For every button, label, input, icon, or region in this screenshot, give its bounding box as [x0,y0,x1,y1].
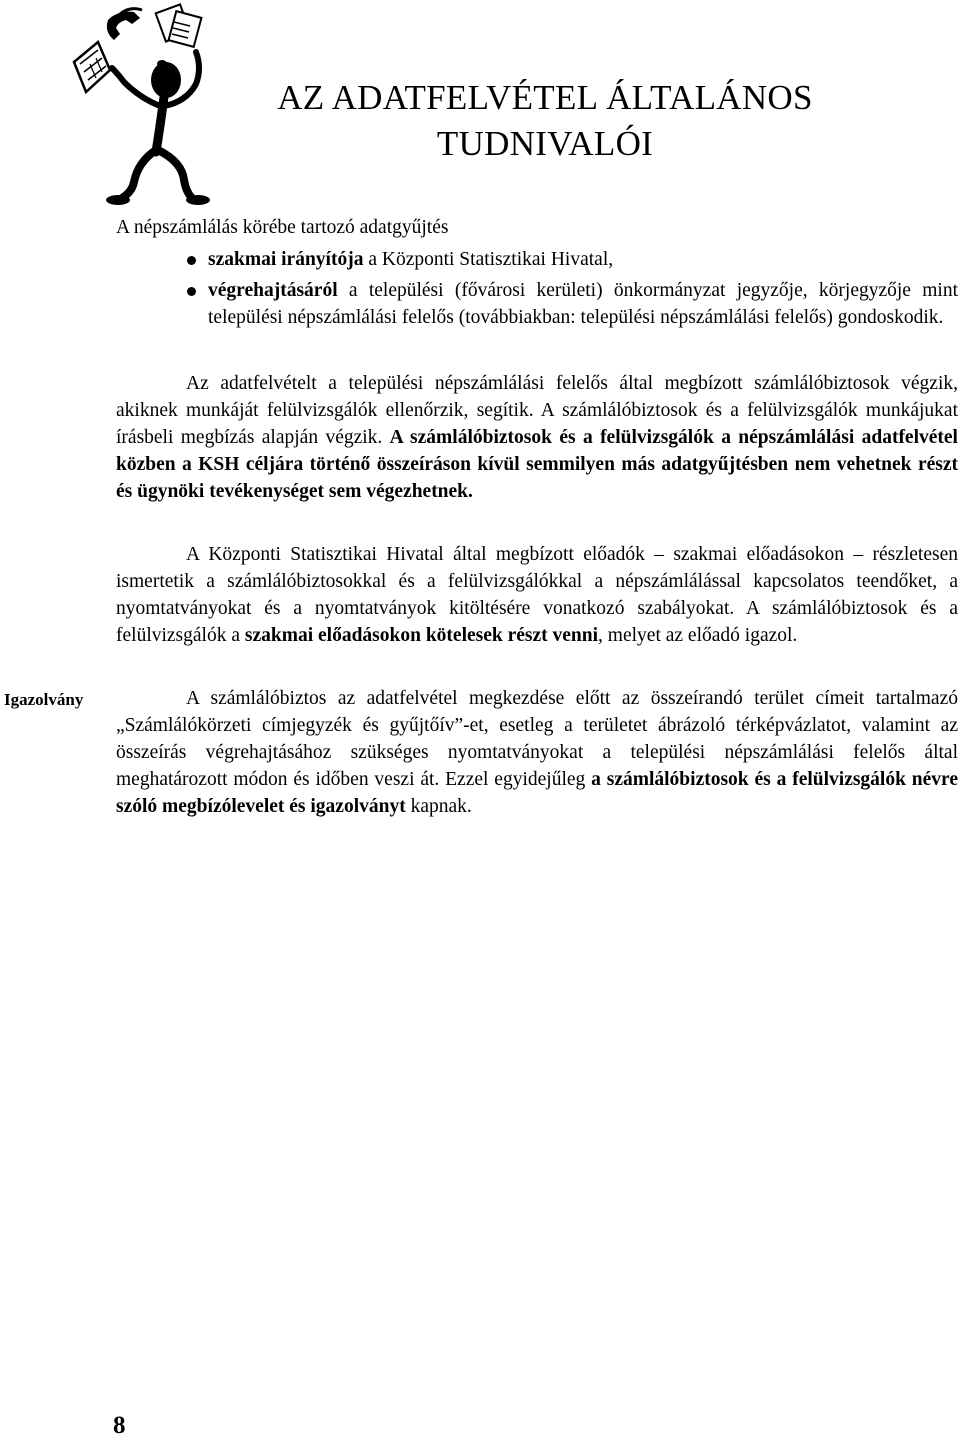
paragraph-text: A Központi Statisztikai Hivatal által megbízott előadók – szakmai előadásokon – részletesen ismertetik a számlálóbiztosokkal és a felülvizsgálókkal a népszámlálással kapcsolatos teendőket, a nyomtatványokat és a nyomtatványok kitöltésére vonatkozó szabályokat. A számlálóbiztosok és a felülvizsgálók a [116,544,958,646]
page-title-line2: TUDNIVALÓI [436,124,654,163]
juggling-figure-icon [60,2,250,207]
responsibility-list [116,246,958,335]
list-item-bold: szakmai irányítója [208,249,364,270]
list-item [116,246,958,273]
page-title-line1: AZ ADATFELVÉTEL ÁLTALÁNOS [277,78,813,117]
paragraph-bold-text: A számlálóbiztosok és a felülvizsgálók a népszámlálási adatfelvétel közben a KSH céljára történő összeíráson kívül semmilyen más adatgyűjtésben nem vehetnek részt és ügynöki tevékenységet sem végezhetnek. [116,427,958,502]
paragraph-enumerators [116,370,958,505]
paragraph-bold-text: szakmai előadásokon kötelesek részt venni [244,625,599,646]
paragraph-text: Az adatfelvételt a települési népszámlálási felelős által megbízott számlálóbiztosok végzik, akiknek munkáját felülvizsgálók ellenőrzik, segítik. A számlálóbiztosok és a felülvizsgálók munkájukat írásbeli megbízás alapján végzik. [116,373,958,448]
paragraph-bold-text: a számlálóbiztosok és a felülvizsgálók névre szóló megbízólevelet és igazolványt [116,769,959,817]
page-number: 8 [113,1412,126,1439]
notebook-icon [74,42,110,92]
paragraph-text: A számlálóbiztos az adatfelvétel megkezdése előtt az összeírandó terület címeit tartalmazó „Számlálókörzeti címjegyzék és gyűjtőív”-et, esetleg a területet ábrázoló térképvázlatot, valamint az összeírás végrehajtásához szükséges nyomtatványokat a települési népszámlálási felelős által meghatározott módon és időben veszi át. Ezzel egyidejűleg [116,688,958,790]
list-item-text: a Központi Statisztikai Hivatal, [363,249,614,270]
papers-icon [156,4,202,46]
list-item [116,277,958,331]
list-item-bold: végrehajtásáról [208,280,338,301]
paragraph-text-end: kapnak. [405,796,472,817]
telephone-icon [107,9,142,40]
paragraph-id-card [116,685,958,820]
page-title [250,75,840,167]
list-item-text: a települési (fővárosi kerületi) önkormányzat jegyzője, körjegyzője mint települési népszámlálási felelős (továbbiakban: települési népszámlálási felelős) gondoskodik. [208,280,958,328]
paragraph-lectures [116,541,958,649]
intro-text: A népszámlálás körébe tartozó adatgyűjtés [116,217,449,238]
paragraph-text-end: , melyet az előadó igazol. [598,625,798,646]
margin-label-igazolvany: Igazolvány [4,690,84,709]
